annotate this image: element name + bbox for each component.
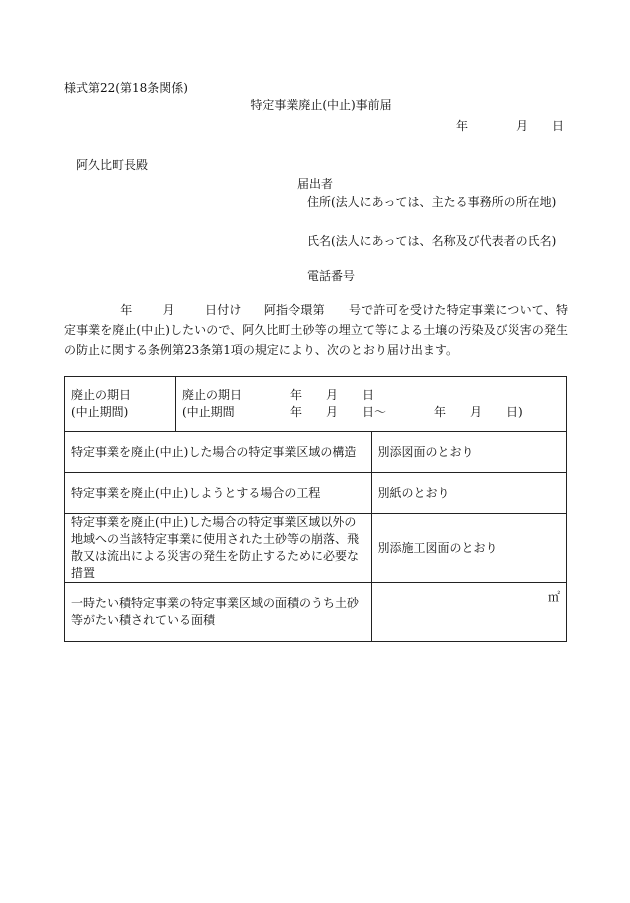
- addressee: 阿久比町長殿: [76, 158, 149, 172]
- period-label-cell: [65, 377, 176, 432]
- abolition-date-label: 廃止の期日: [182, 388, 243, 402]
- body-permit-number: 阿指令環第: [263, 303, 325, 317]
- structure-label-cell: 特定事業を廃止(中止)した場合の特定事業区域の構造: [65, 432, 372, 473]
- date-day: 日: [551, 119, 564, 133]
- body-paragraph: [64, 300, 568, 360]
- form-number: 様式第22(第18条関係): [64, 81, 188, 95]
- notifier-name: 氏名(法人にあっては、名称及び代表者の氏名): [307, 234, 557, 248]
- process-label-cell: 特定事業を廃止(中止)しようとする場合の工程: [65, 473, 372, 514]
- document-title: 特定事業廃止(中止)事前届: [250, 98, 392, 112]
- suspension-period-label: (中止期間: [182, 405, 235, 419]
- suspension-period-value: 年 月 日～ 年 月 日): [290, 405, 523, 419]
- structure-value-cell[interactable]: 別添図面のとおり: [371, 432, 567, 473]
- area-label-cell: 一時たい積特定事業の特定事業区域の面積のうち土砂等がたい積されている面積: [65, 583, 372, 642]
- square-meter-unit: ㎡: [547, 590, 560, 604]
- area-value-cell[interactable]: [371, 583, 567, 642]
- notifier-address: 住所(法人にあっては、主たる事務所の所在地): [307, 195, 557, 209]
- date-line: [456, 120, 564, 132]
- notifier-phone: 電話番号: [307, 269, 356, 283]
- body-year: 年: [120, 303, 133, 317]
- period-label-line1: 廃止の期日: [71, 388, 132, 402]
- notifier-label: 届出者: [297, 177, 334, 191]
- body-day: 日付け: [204, 303, 242, 317]
- body-month: 月: [162, 303, 175, 317]
- period-label-line2: (中止期間): [71, 405, 129, 419]
- notification-table: [64, 376, 567, 642]
- period-value-cell[interactable]: [176, 377, 567, 432]
- measures-value-cell[interactable]: 別添施工図面のとおり: [371, 514, 567, 583]
- abolition-date-value: 年 月 日: [290, 388, 375, 402]
- date-month: 月: [515, 119, 528, 133]
- date-year: 年: [455, 119, 468, 133]
- process-value-cell[interactable]: 別紙のとおり: [371, 473, 567, 514]
- body-main-text: 号で許可を受けた特定事業について、特定事業を廃止(中止)したいので、阿久比町土砂等の埋立て等による土壌の汚染及び災害の発生の防止に関する条例第23条第1項の規定により、次のとおり届け出ます。: [64, 303, 568, 357]
- measures-label-cell: 特定事業を廃止(中止)した場合の特定事業区域以外の地域への当該特定事業に使用された土砂等の崩落、飛散又は流出による災害の発生を防止するために必要な措置: [65, 514, 372, 583]
